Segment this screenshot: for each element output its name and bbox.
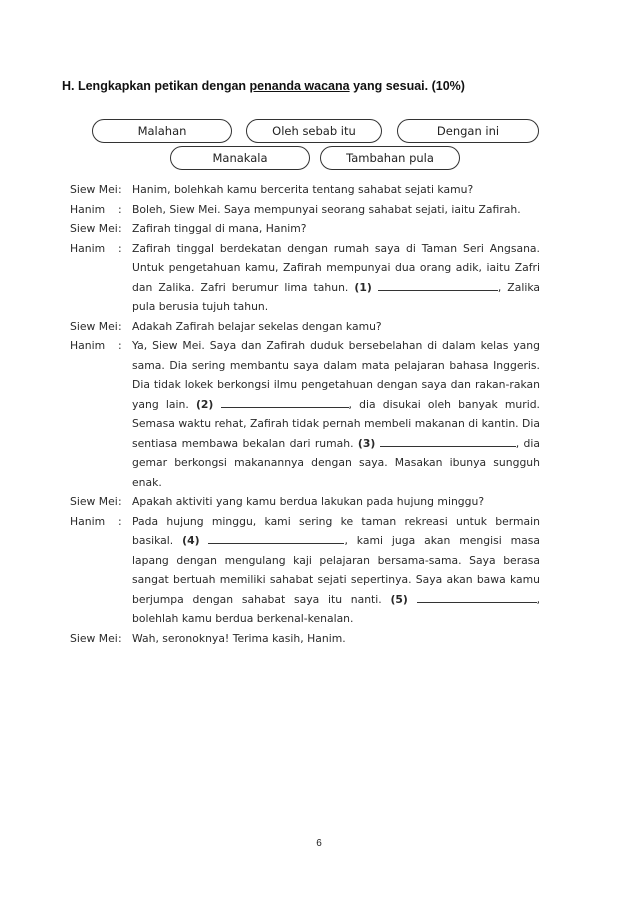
- question-heading: [62, 79, 465, 93]
- blank-number-3: (3): [357, 436, 376, 450]
- dialogue-line: Siew Mei : Hanim, bolehkah kamu bercerita tentang sahabat sejati kamu?: [70, 180, 540, 200]
- dialogue-line: Hanim : Boleh, Siew Mei. Saya mempunyai seorang sahabat sejati, iaitu Zafirah.: [70, 200, 540, 220]
- speaker-name: Siew Mei: [70, 183, 118, 196]
- heading-prefix: H. Lengkapkan petikan dengan: [62, 79, 250, 93]
- word-option-dengan-ini: Dengan ini: [397, 119, 539, 143]
- answer-blank-5[interactable]: [417, 590, 537, 603]
- line-text: Adakah Zafirah belajar sekelas dengan kamu?: [132, 319, 382, 333]
- heading-suffix: yang sesuai. (10%): [349, 79, 465, 93]
- speaker-name: Hanim: [70, 202, 106, 216]
- line-text: Zafirah tinggal di mana, Hanim?: [132, 222, 307, 235]
- line-text: , bolehlah kamu berdua berkenal-kenalan.: [132, 592, 541, 625]
- answer-blank-4[interactable]: [208, 531, 344, 544]
- blank-number-4: (4): [182, 534, 200, 547]
- line-text: Zafirah tinggal berdekatan dengan rumah saya di Taman Seri Angsana. Untuk pengetahuan kamu, Zafirah mempunyai dua orang adik, iaitu Zafri dan Zalika. Zafri berumur lima tahun.: [132, 241, 540, 294]
- line-text: , Zalika pula berusia tujuh tahun.: [132, 280, 540, 313]
- dialogue-passage: [70, 180, 540, 648]
- line-text: Hanim, bolehkah kamu bercerita tentang sahabat sejati kamu?: [132, 183, 474, 196]
- dialogue-line: Hanim : Zafirah tinggal berdekatan dengan rumah saya di Taman Seri Angsana. Untuk pengetahuan kamu, Zafirah mempunyai dua orang adik, iaitu Zafri dan Zalika. Zafri berumur lima tahun. (1) , Zalika pula berusia tujuh tahun.: [70, 239, 540, 317]
- page-number: 6: [316, 838, 322, 849]
- line-text: , dia disukai oleh banyak murid. Semasa waktu rehat, Zafirah tidak pernah membeli makanan di kantin. Dia sentiasa membawa bekalan dari rumah.: [132, 397, 540, 450]
- blank-number-5: (5): [390, 592, 408, 606]
- speaker-name: Siew Mei: [70, 495, 118, 508]
- dialogue-line: Siew Mei : Adakah Zafirah belajar sekelas dengan kamu?: [70, 317, 540, 337]
- speaker-name: Siew Mei: [70, 631, 118, 645]
- line-text: Ya, Siew Mei. Saya dan Zafirah duduk bersebelahan di dalam kelas yang sama. Dia sering membantu saya dalam mata pelajaran bahasa Inggeris. Dia tidak lokek berkongsi ilmu pengetahuan dengan saya dan rakan-rakan yang lain.: [132, 339, 540, 411]
- speaker-name: Hanim: [70, 514, 106, 528]
- line-text: , dia gemar berkongsi makanannya dengan saya. Masakan ibunya sungguh enak.: [132, 436, 540, 489]
- word-option-oleh-sebab-itu: Oleh sebab itu: [246, 119, 382, 143]
- speaker-name: Siew Mei: [70, 319, 118, 333]
- answer-blank-3[interactable]: [380, 434, 516, 447]
- speaker-name: Siew Mei: [70, 222, 118, 235]
- line-text: , kami juga akan mengisi masa lapang dengan mengulang kaji pelajaran bersama-sama. Saya berasa sangat bertuah memiliki sahabat sejati sepertinya. Saya akan bawa kamu berjumpa dengan sahabat saya itu nanti.: [132, 534, 540, 606]
- word-option-tambahan-pula: Tambahan pula: [320, 146, 460, 170]
- dialogue-line: Hanim : Pada hujung minggu, kami sering ke taman rekreasi untuk bermain basikal. (4) , kami juga akan mengisi masa lapang dengan mengulang kaji pelajaran bersama-sama. Saya berasa sangat bertuah memiliki sahabat sejati sepertinya. Saya akan bawa kamu berjumpa dengan sahabat saya itu nanti. (5) , bolehlah kamu berdua berkenal-kenalan.: [70, 512, 540, 629]
- answer-blank-1[interactable]: [378, 278, 498, 291]
- speaker-name: Hanim: [70, 241, 106, 255]
- blank-number-2: (2): [195, 397, 214, 411]
- word-option-malahan: Malahan: [92, 119, 232, 143]
- dialogue-line: Hanim : Ya, Siew Mei. Saya dan Zafirah duduk bersebelahan di dalam kelas yang sama. Dia sering membantu saya dalam mata pelajaran bahasa Inggeris. Dia tidak lokek berkongsi ilmu pengetahuan dengan saya dan rakan-rakan yang lain. (2) , dia disukai oleh banyak murid. Semasa waktu rehat, Zafirah tidak pernah membeli makanan di kantin. Dia sentiasa membawa bekalan dari rumah. (3) , dia gemar berkongsi makanannya dengan saya. Masakan ibunya sungguh enak.: [70, 336, 540, 492]
- blank-number-1: (1): [354, 280, 372, 294]
- dialogue-line: Siew Mei : Zafirah tinggal di mana, Hanim?: [70, 219, 540, 239]
- line-text: Wah, seronoknya! Terima kasih, Hanim.: [132, 631, 346, 645]
- heading-underlined-term: penanda wacana: [249, 79, 350, 93]
- word-option-manakala: Manakala: [170, 146, 310, 170]
- dialogue-line: Siew Mei : Apakah aktiviti yang kamu berdua lakukan pada hujung minggu?: [70, 492, 540, 512]
- dialogue-line: Siew Mei : Wah, seronoknya! Terima kasih, Hanim.: [70, 629, 540, 649]
- speaker-name: Hanim: [70, 339, 106, 352]
- answer-blank-2[interactable]: [221, 395, 349, 408]
- line-text: Boleh, Siew Mei. Saya mempunyai seorang sahabat sejati, iaitu Zafirah.: [132, 202, 521, 216]
- line-text: Apakah aktiviti yang kamu berdua lakukan pada hujung minggu?: [132, 495, 485, 508]
- line-text: Pada hujung minggu, kami sering ke taman rekreasi untuk bermain basikal.: [132, 514, 540, 547]
